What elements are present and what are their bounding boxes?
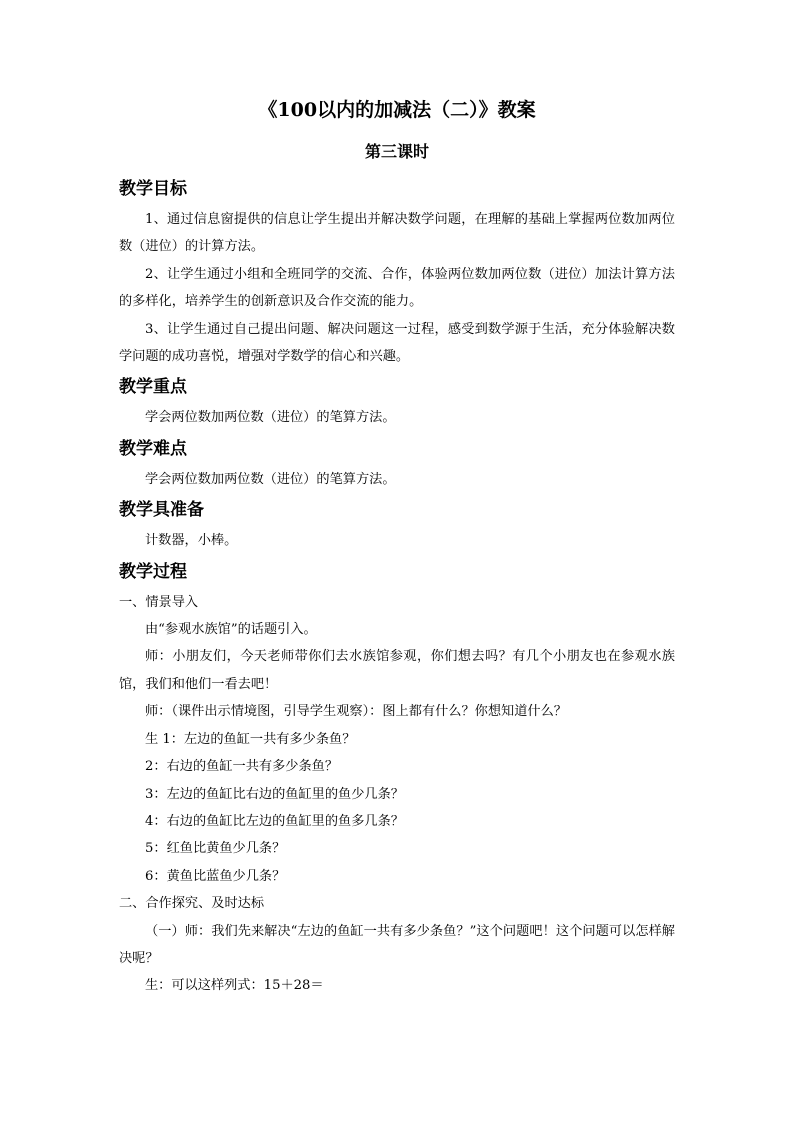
process-line: （一）师：我们先来解决“左边的鱼缸一共有多少条鱼？”这个问题吧！这个问题可以怎样解决呢？: [119, 923, 675, 966]
process-line: 生：可以这样列式：15＋28＝: [145, 978, 324, 994]
process-line: 4：右边的鱼缸比左边的鱼缸里的鱼多几条？: [145, 813, 404, 829]
process-line: 5：红鱼比黄鱼少几条？: [145, 841, 286, 857]
section-heading-goals: 教学目标: [119, 179, 187, 199]
process-line: 师：小朋友们，今天老师带你们去水族馆参观，你们想去吗？有几个小朋友也在参观水族馆，我们和他们一看去吧！: [119, 649, 675, 692]
process-line: 师：（课件出示情境图，引导学生观察）：图上都有什么？你想知道什么？: [145, 704, 567, 720]
process-line: 生 1：左边的鱼缸一共有多少条鱼？: [145, 731, 356, 747]
materials-text: 计数器，小棒。: [145, 533, 238, 549]
document-title: 《100以内的加减法（二）》教案: [258, 99, 536, 121]
key-text: 学会两位数加两位数（进位）的笔算方法。: [145, 410, 396, 426]
goal-item: 2、让学生通过小组和全班同学的交流、合作，体验两位数加两位数（进位）加法计算方法的多样化，培养学生的创新意识及合作交流的能力。: [119, 266, 675, 310]
difficulty-text: 学会两位数加两位数（进位）的笔算方法。: [145, 471, 396, 487]
process-line: 2：右边的鱼缸一共有多少条鱼？: [145, 759, 339, 775]
section-heading-materials: 教学具准备: [119, 500, 204, 521]
process-line: 6：黄鱼比蓝鱼少几条？: [145, 868, 286, 884]
section-heading-key: 教学重点: [119, 377, 187, 398]
goal-item: 3、让学生通过自己提出问题、解决问题这一过程，感受到数学源于生活，充分体验解决数学问题的成功喜悦，增强对学数学的信心和兴趣。: [119, 321, 675, 365]
section-heading-process: 教学过程: [119, 561, 187, 582]
document-body: [119, 172, 675, 1000]
process-part1-title: 一、情景导入: [119, 594, 199, 610]
process-part2-title: 二、合作探究、及时达标: [119, 896, 265, 912]
document-subtitle: 第三课时: [364, 142, 429, 161]
process-line: 由“参观水族馆”的话题引入。: [145, 622, 317, 638]
process-line: 3：左边的鱼缸比右边的鱼缸里的鱼少几条？: [145, 786, 404, 802]
section-heading-difficulty: 教学难点: [119, 438, 187, 459]
goal-item: 1、通过信息窗提供的信息让学生提出并解决数学问题，在理解的基础上掌握两位数加两位数（进位）的计算方法。: [119, 212, 675, 255]
